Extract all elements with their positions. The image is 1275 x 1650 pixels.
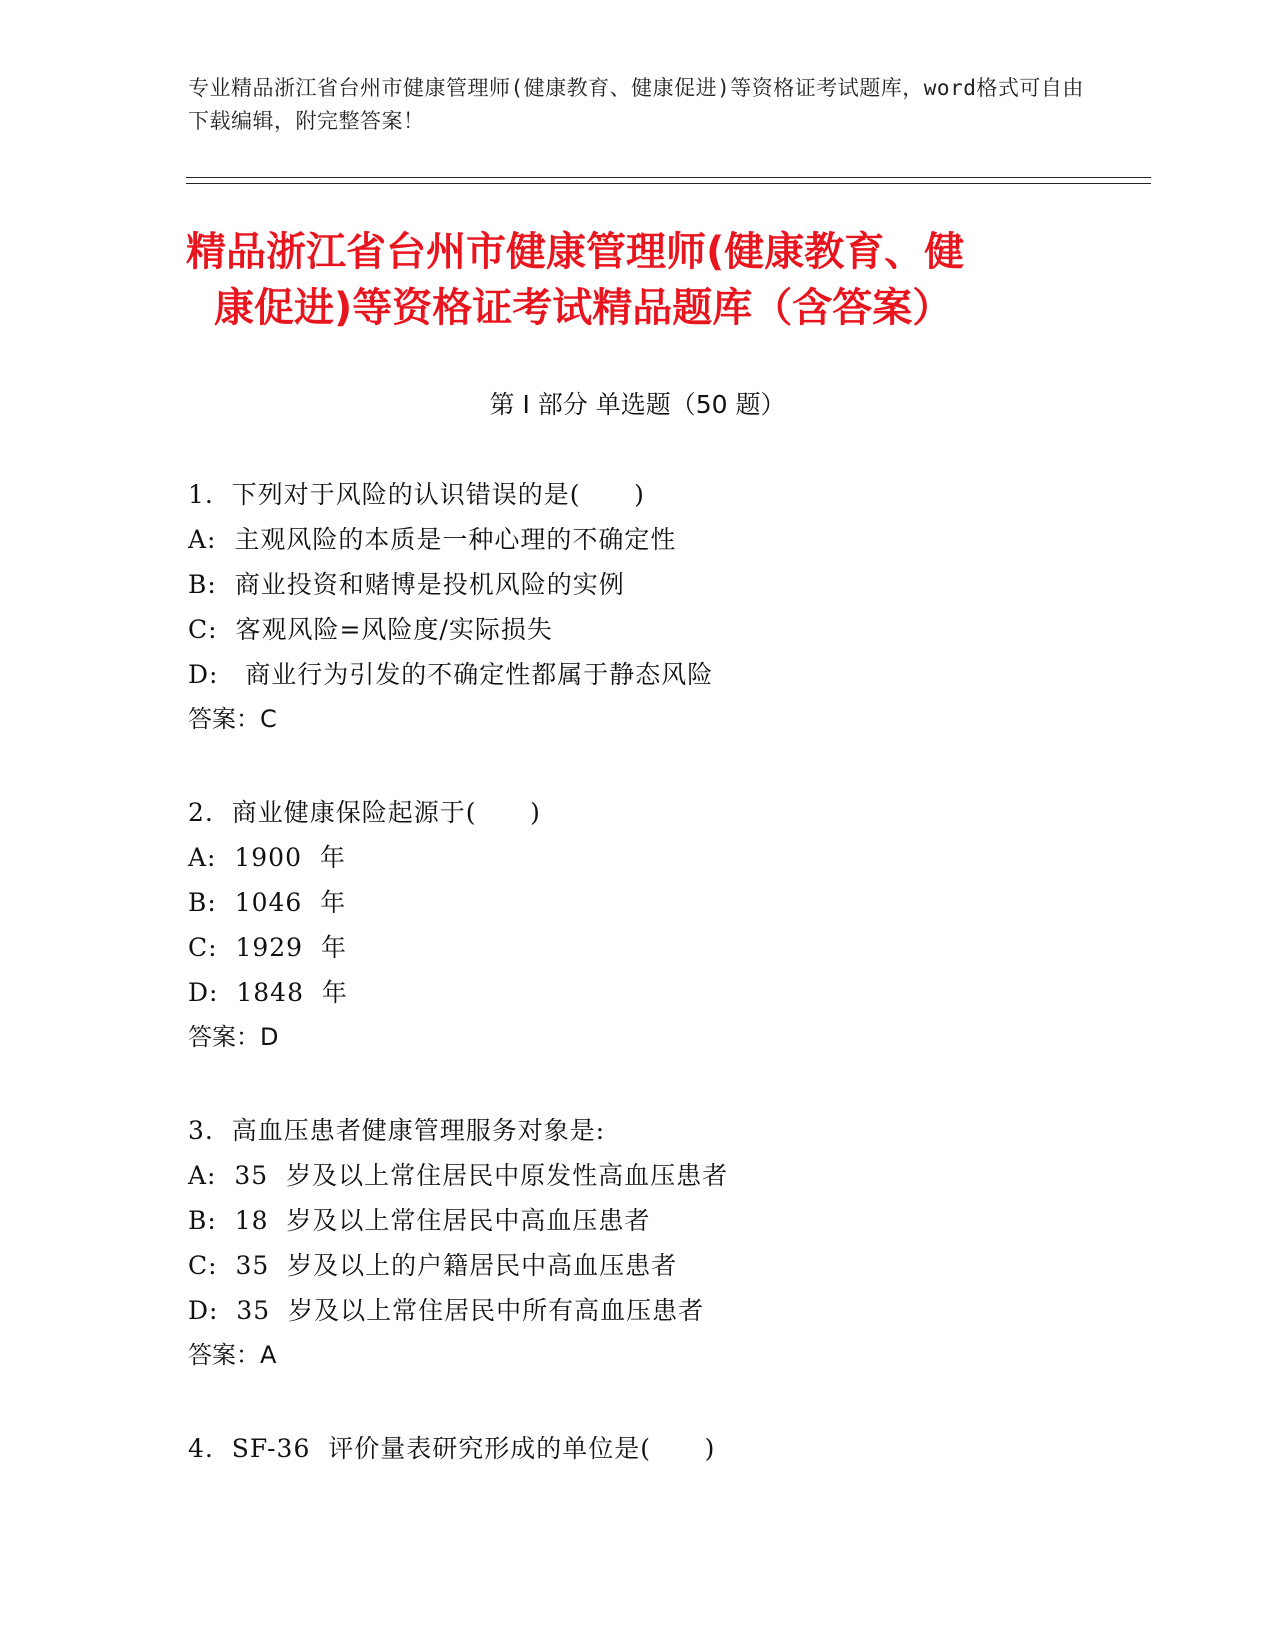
option-a: A: 35 岁及以上常住居民中原发性高血压患者: [188, 1161, 729, 1190]
question-block: [188, 790, 1088, 1060]
document-title-line-1: 精品浙江省台州市健康管理师(健康教育、健: [186, 229, 965, 275]
question-stem: 4. SF-36 评价量表研究形成的单位是( ): [188, 1434, 716, 1463]
document-title: [186, 224, 1086, 336]
answer-line: 答案：D: [188, 1023, 279, 1051]
option-a: A: 1900 年: [188, 843, 346, 872]
question-stem: 1. 下列对于风险的认识错误的是( ): [188, 480, 645, 509]
option-c: C: 1929 年: [188, 933, 347, 962]
document-header-note: 专业精品浙江省台州市健康管理师(健康教育、健康促进)等资格证考试题库，word格式可自由下载编辑，附完整答案！: [188, 76, 1084, 133]
option-b: B: 商业投资和赌博是投机风险的实例: [188, 570, 625, 599]
option-a: A: 主观风险的本质是一种心理的不确定性: [188, 525, 677, 554]
question-stem: 3. 高血压患者健康管理服务对象是:: [188, 1116, 606, 1145]
option-c: C: 35 岁及以上的户籍居民中高血压患者: [188, 1251, 678, 1280]
document-title-line-2: 康促进)等资格证考试精品题库（含答案）: [214, 285, 953, 331]
option-c: C: 客观风险=风险度/实际损失: [188, 615, 553, 644]
option-d: D: 1848 年: [188, 978, 348, 1007]
question-block: [188, 1108, 1088, 1378]
option-d: D: 商业行为引发的不确定性都属于静态风险: [188, 660, 714, 689]
header-rule-bottom: [186, 183, 1151, 184]
question-stem: 2. 商业健康保险起源于( ): [188, 798, 541, 827]
option-b: B: 18 岁及以上常住居民中高血压患者: [188, 1206, 651, 1235]
option-b: B: 1046 年: [188, 888, 347, 917]
header-rule-top: [186, 177, 1151, 178]
option-d: D: 35 岁及以上常住居民中所有高血压患者: [188, 1296, 705, 1325]
answer-line: 答案：A: [188, 1341, 277, 1369]
question-block: [188, 472, 1088, 742]
answer-line: 答案：C: [188, 705, 277, 733]
section-heading: 第 I 部分 单选题（50 题）: [489, 390, 786, 419]
question-block: [188, 1426, 1088, 1471]
